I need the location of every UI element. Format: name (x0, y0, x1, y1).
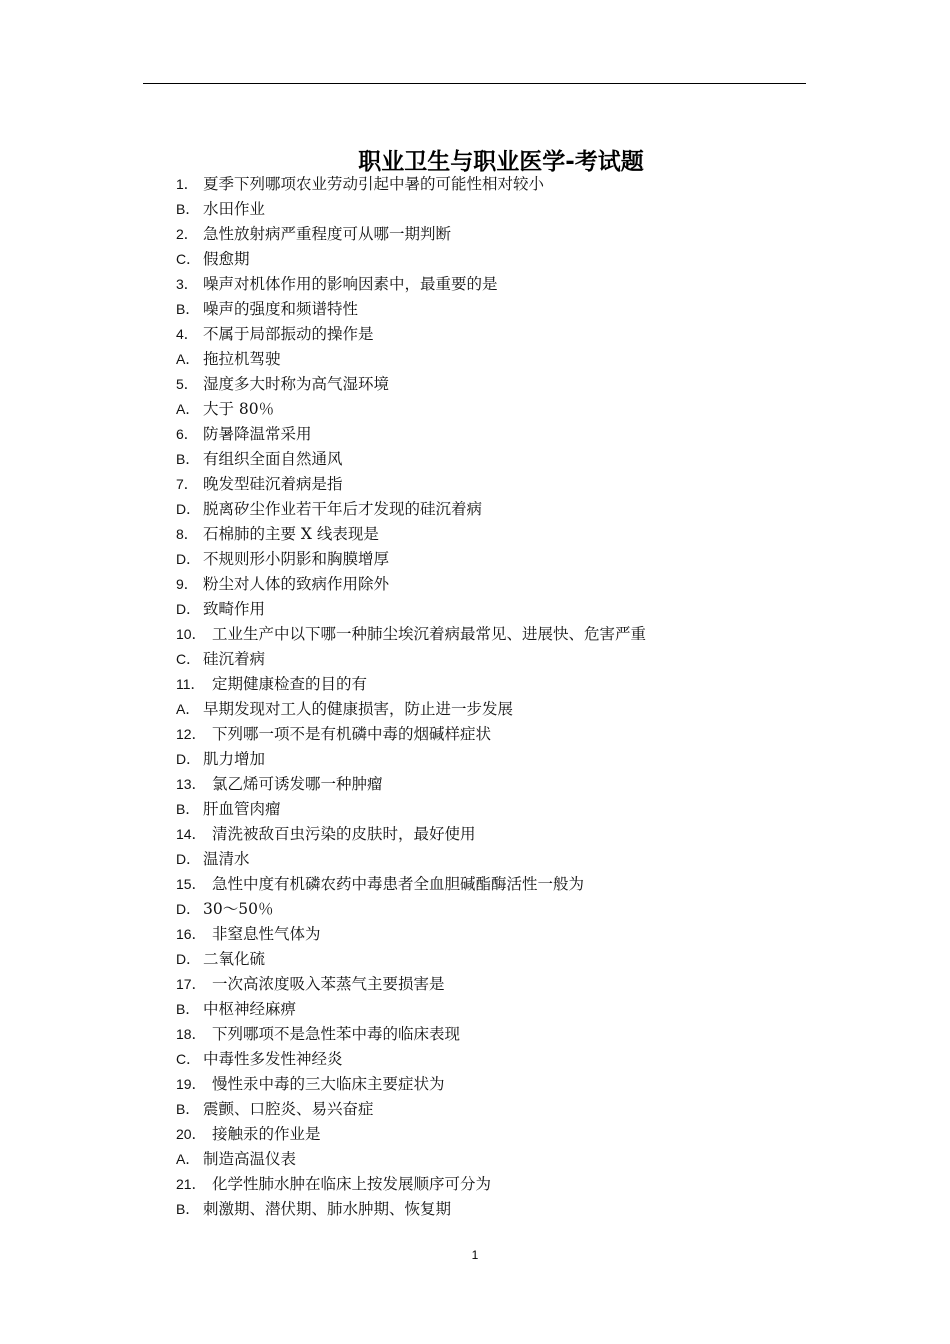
question-line (176, 572, 816, 597)
answer-line (176, 647, 816, 672)
question-text: 一次高浓度吸入苯蒸气主要损害是 (212, 975, 445, 993)
question-line (176, 272, 816, 297)
question-line (176, 372, 816, 397)
answer-line (176, 297, 816, 322)
question-line (176, 872, 816, 897)
question-line (176, 622, 816, 647)
question-line (176, 722, 816, 747)
document-title: 职业卫生与职业医学-考试题 (358, 149, 644, 176)
question-line (176, 322, 816, 347)
question-text: 噪声对机体作用的影响因素中，最重要的是 (203, 275, 498, 293)
page-number: 1 (471, 1248, 479, 1262)
question-line (176, 672, 816, 697)
answer-line (176, 1197, 816, 1222)
answer-text: 二氧化硫 (203, 950, 266, 968)
question-list (176, 172, 816, 1222)
question-number: 2． (176, 226, 198, 242)
answer-text: 肌力增加 (203, 750, 266, 768)
question-line (176, 1022, 816, 1047)
answer-text: 硅沉着病 (203, 650, 266, 668)
question-line (176, 822, 816, 847)
answer-letter: A． (176, 1151, 200, 1167)
answer-letter: D． (176, 951, 201, 967)
answer-line (176, 347, 816, 372)
question-line (176, 472, 816, 497)
question-number: 11． (176, 676, 205, 692)
answer-line (176, 1097, 816, 1122)
answer-text: 不规则形小阴影和胸膜增厚 (203, 550, 390, 568)
question-text: 非窒息性气体为 (212, 925, 321, 943)
question-line (176, 1122, 816, 1147)
answer-letter: A． (176, 351, 200, 367)
question-text: 慢性汞中毒的三大临床主要症状为 (212, 1075, 445, 1093)
answer-letter: A． (176, 401, 200, 417)
question-text: 晚发型硅沉着病是指 (203, 475, 343, 493)
question-text: 清洗被敌百虫污染的皮肤时，最好使用 (212, 825, 476, 843)
answer-letter: D． (176, 501, 201, 517)
header-rule (143, 83, 806, 84)
answer-letter: B． (176, 1201, 200, 1217)
question-text: 氯乙烯可诱发哪一种肿瘤 (212, 775, 383, 793)
answer-line (176, 847, 816, 872)
question-line (176, 422, 816, 447)
question-line (176, 972, 816, 997)
question-text: 夏季下列哪项农业劳动引起中暑的可能性相对较小 (203, 175, 545, 193)
answer-line (176, 897, 816, 922)
question-number: 5． (176, 376, 198, 392)
question-number: 20． (176, 1126, 206, 1142)
question-text: 湿度多大时称为高气湿环境 (203, 375, 390, 393)
answer-text: 有组织全面自然通风 (203, 450, 343, 468)
answer-letter: D． (176, 601, 201, 617)
answer-line (176, 447, 816, 472)
answer-letter: C． (176, 251, 201, 267)
answer-text: 水田作业 (203, 200, 266, 218)
answer-text: 早期发现对工人的健康损害，防止进一步发展 (203, 700, 514, 718)
answer-text: 致畸作用 (203, 600, 266, 618)
question-number: 12． (176, 726, 206, 742)
question-text: 接触汞的作业是 (212, 1125, 321, 1143)
answer-line (176, 947, 816, 972)
question-text: 定期健康检查的目的有 (212, 675, 368, 693)
question-text: 下列哪一项不是有机磷中毒的烟碱样症状 (212, 725, 492, 743)
answer-letter: B． (176, 451, 200, 467)
answer-text: 30～50％ (203, 900, 274, 918)
question-number: 3． (176, 276, 198, 292)
answer-letter: D． (176, 851, 201, 867)
question-text: 防暑降温常采用 (203, 425, 312, 443)
question-text: 不属于局部振动的操作是 (203, 325, 374, 343)
answer-line (176, 1047, 816, 1072)
answer-line (176, 697, 816, 722)
question-number: 13． (176, 776, 206, 792)
answer-letter: D． (176, 901, 201, 917)
answer-line (176, 797, 816, 822)
answer-line (176, 197, 816, 222)
question-number: 14． (176, 826, 206, 842)
answer-line (176, 497, 816, 522)
question-number: 10． (176, 626, 206, 642)
question-number: 16． (176, 926, 206, 942)
question-number: 21． (176, 1176, 206, 1192)
answer-text: 温清水 (203, 850, 250, 868)
question-text: 化学性肺水肿在临床上按发展顺序可分为 (212, 1175, 492, 1193)
answer-text: 制造高温仪表 (203, 1150, 297, 1168)
answer-letter: B． (176, 801, 200, 817)
question-line (176, 772, 816, 797)
answer-letter: C． (176, 651, 201, 667)
answer-text: 中枢神经麻痹 (203, 1000, 297, 1018)
answer-line (176, 547, 816, 572)
question-number: 9． (176, 576, 198, 592)
answer-text: 拖拉机驾驶 (203, 350, 281, 368)
question-text: 急性放射病严重程度可从哪一期判断 (203, 225, 452, 243)
question-text: 急性中度有机磷农药中毒患者全血胆碱酯酶活性一般为 (212, 875, 585, 893)
question-text: 工业生产中以下哪一种肺尘埃沉着病最常见、进展快、危害严重 (212, 625, 647, 643)
question-line (176, 222, 816, 247)
answer-line (176, 997, 816, 1022)
answer-letter: C． (176, 1051, 201, 1067)
question-number: 15． (176, 876, 206, 892)
answer-text: 大于 80％ (203, 400, 275, 418)
answer-letter: B． (176, 301, 200, 317)
answer-letter: B． (176, 1001, 200, 1017)
answer-letter: A． (176, 701, 200, 717)
question-line (176, 922, 816, 947)
question-number: 7． (176, 476, 198, 492)
answer-line (176, 247, 816, 272)
question-text: 粉尘对人体的致病作用除外 (203, 575, 390, 593)
answer-line (176, 1147, 816, 1172)
answer-line (176, 397, 816, 422)
question-line (176, 1072, 816, 1097)
answer-letter: B． (176, 1101, 200, 1117)
answer-text: 脱离矽尘作业若干年后才发现的硅沉着病 (203, 500, 483, 518)
question-number: 1． (176, 176, 198, 192)
answer-text: 震颤、口腔炎、易兴奋症 (203, 1100, 374, 1118)
answer-line (176, 597, 816, 622)
question-line (176, 522, 816, 547)
question-text: 石棉肺的主要 X 线表现是 (203, 525, 379, 543)
question-number: 6． (176, 426, 198, 442)
question-line (176, 172, 816, 197)
answer-letter: B． (176, 201, 200, 217)
question-number: 18． (176, 1026, 206, 1042)
answer-text: 刺激期、潜伏期、肺水肿期、恢复期 (203, 1200, 452, 1218)
answer-text: 噪声的强度和频谱特性 (203, 300, 359, 318)
answer-text: 假愈期 (203, 250, 250, 268)
question-number: 19． (176, 1076, 206, 1092)
answer-text: 中毒性多发性神经炎 (203, 1050, 343, 1068)
question-line (176, 1172, 816, 1197)
answer-letter: D． (176, 751, 201, 767)
question-number: 4． (176, 326, 198, 342)
question-number: 17． (176, 976, 206, 992)
answer-letter: D． (176, 551, 201, 567)
question-number: 8． (176, 526, 198, 542)
question-text: 下列哪项不是急性苯中毒的临床表现 (212, 1025, 461, 1043)
answer-text: 肝血管肉瘤 (203, 800, 281, 818)
answer-line (176, 747, 816, 772)
